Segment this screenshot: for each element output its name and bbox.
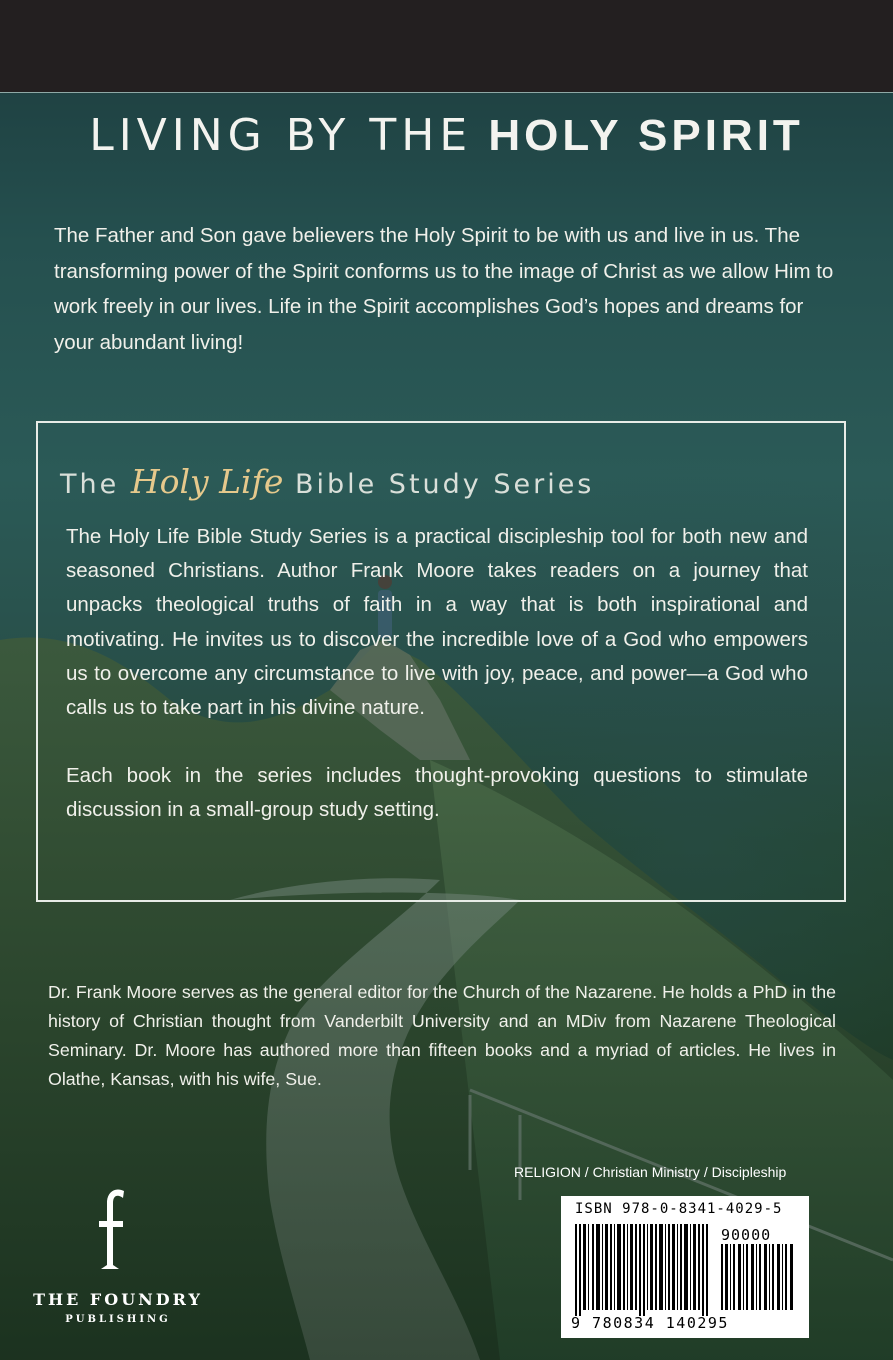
isbn-label: ISBN 978-0-8341-4029-5 xyxy=(575,1201,783,1217)
series-note: Each book in the series includes thought-provoking questions to stimulate discussion in a small-group study setting. xyxy=(66,764,808,822)
publisher-name: THE FOUNDRY xyxy=(33,1290,203,1309)
barcode-bars-icon xyxy=(569,1224,719,1316)
price-code: 90000 xyxy=(721,1226,772,1244)
title-light: LIVING BY THE xyxy=(89,110,473,161)
series-title-prefix: The xyxy=(60,469,120,500)
isbn-digits: 9 780834 140295 xyxy=(571,1314,729,1332)
foundry-logo-icon xyxy=(90,1185,140,1275)
publisher-subtitle: PUBLISHING xyxy=(65,1314,171,1325)
series-heading xyxy=(60,462,760,501)
intro-paragraph: The Father and Son gave believers the Holy Spirit to be with us and live in us. The transforming power of the Spirit conforms us to the image of Christ as we allow Him to work freely in our lives. Life in the Spirit accomplishes God’s hopes and dreams for your abundant living! xyxy=(54,224,834,354)
isbn-barcode xyxy=(561,1196,809,1338)
price-barcode-icon xyxy=(721,1244,797,1310)
top-dark-band xyxy=(0,0,893,93)
bisac-category: RELIGION / Christian Ministry / Discipleship xyxy=(514,1164,787,1180)
author-bio: Dr. Frank Moore serves as the general editor for the Church of the Nazarene. He holds a PhD in the history of Christian thought from Vanderbilt University and an MDiv from Nazarene Theological Seminary. Dr. Moore has authored more than fifteen books and a myriad of articles. He lives in Olathe, Kansas, with his wife, Sue. xyxy=(48,982,836,1089)
title-bold: HOLY SPIRIT xyxy=(488,111,804,160)
series-description: The Holy Life Bible Study Series is a practical discipleship tool for both new and seasoned Christians. Author Frank Moore takes readers on a journey that unpacks theological truths of faith in a way that is both inspirational and motivating. He invites us to discover the incredible love of a God who empowers us to overcome any circumstance to live with joy, peace, and power—a God who calls us to take part in his divine nature. xyxy=(66,525,808,720)
book-title xyxy=(0,110,893,161)
series-title-script: Holy Life xyxy=(130,462,284,501)
series-title-suffix: Bible Study Series xyxy=(294,469,595,500)
